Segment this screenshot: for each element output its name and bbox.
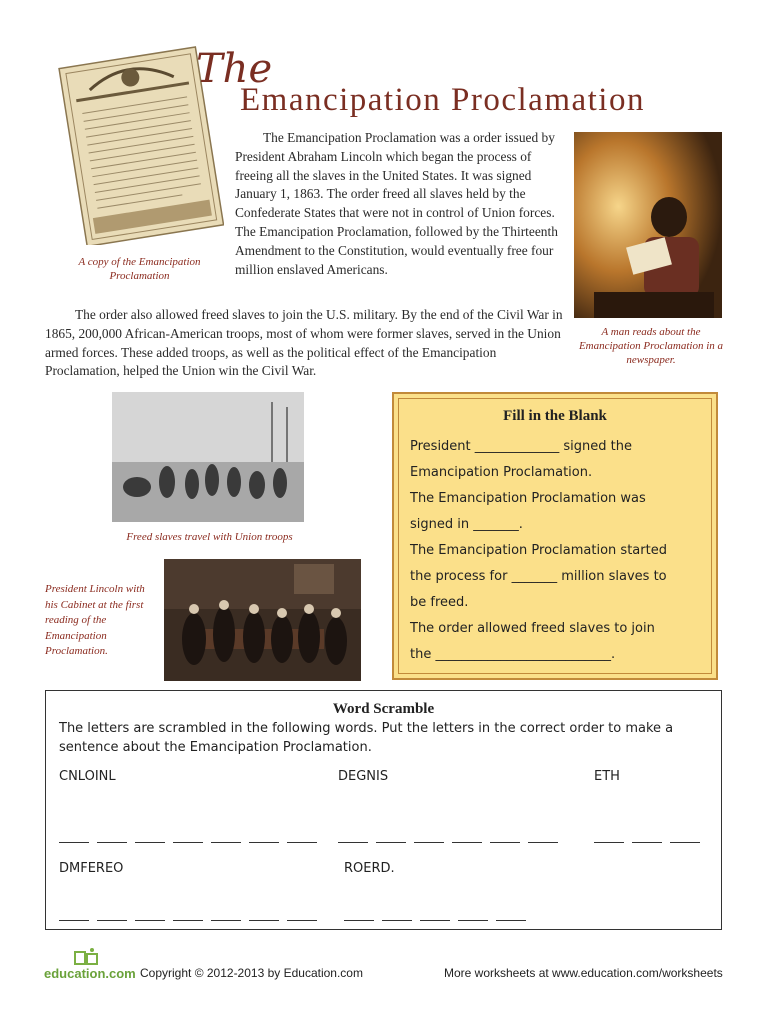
more-worksheets-link[interactable]: More worksheets at www.education.com/worksheets bbox=[444, 966, 723, 980]
logo-icon bbox=[72, 946, 102, 968]
fill-q2-line2: signed in _______. bbox=[410, 517, 523, 532]
fill-q3-line1: The Emancipation Proclamation started bbox=[410, 543, 667, 558]
scramble-word-5: ROERD. bbox=[344, 861, 395, 876]
answer-blanks-word-4[interactable] bbox=[59, 906, 325, 908]
scramble-word-2: DEGNIS bbox=[338, 769, 389, 784]
cabinet-painting bbox=[164, 559, 361, 681]
intro-paragraph: The Emancipation Proclamation was a order issued by President Abraham Lincoln which began the process of freeing all the slaves in the United States. It was signed January 1, 1863. The order freed all slaves held by the Confederate States that were not in control of Union forces. The Emancipation Proclamation, followed by the Thirteenth Amendment to the Constitution, would eventually free four million enslaved Americans. bbox=[235, 130, 558, 277]
answer-blanks-word-1[interactable] bbox=[59, 828, 325, 830]
second-paragraph: The order also allowed freed slaves to join the U.S. military. By the end of the Civil War in 1865, 200,000 African-American troops, most of whom were former slaves, served in the Union armed forces. These added troops, as well as the political effect of the Emancipation Proclamation, helped the Union win the Civil War. bbox=[45, 307, 563, 379]
word-scramble-box bbox=[45, 690, 722, 930]
fill-q4-line2: the ___________________________. bbox=[410, 647, 616, 662]
word-scramble-instructions: The letters are scrambled in the following words. Put the letters in the correct order to make a sentence about the Emancipation Proclamation. bbox=[59, 721, 674, 755]
education-logo[interactable] bbox=[44, 946, 134, 982]
title-the: The bbox=[196, 46, 273, 92]
man-reading-newspaper-image bbox=[574, 132, 722, 318]
caption-troops: Freed slaves travel with Union troops bbox=[126, 531, 293, 543]
fill-q1-line2: Emancipation Proclamation. bbox=[410, 465, 593, 480]
scramble-word-4: DMFEREO bbox=[59, 861, 124, 876]
fill-q2-line1: The Emancipation Proclamation was bbox=[410, 491, 646, 506]
answer-blanks-word-2[interactable] bbox=[338, 828, 566, 830]
lincoln-cabinet-image bbox=[164, 559, 361, 681]
copyright-text: Copyright © 2012-2013 by Education.com bbox=[140, 966, 363, 980]
word-scramble-heading: Word Scramble bbox=[332, 701, 435, 717]
caption-newspaper: A man reads about the Emancipation Proclamation in a newspaper. bbox=[578, 326, 724, 366]
fill-q3-line2: the process for _______ million slaves to bbox=[410, 569, 667, 584]
troops-engraving bbox=[112, 392, 304, 522]
fill-q3-line3: be freed. bbox=[410, 595, 469, 610]
freed-slaves-image bbox=[112, 392, 304, 522]
scramble-word-1: CNLOINL bbox=[59, 769, 116, 784]
fill-q4-line1: The order allowed freed slaves to join bbox=[410, 621, 655, 636]
answer-blanks-word-3[interactable] bbox=[594, 828, 708, 830]
newspaper-painting bbox=[574, 132, 722, 318]
caption-document: A copy of the Emancipation Proclamation bbox=[78, 256, 201, 282]
caption-cabinet: President Lincoln with his Cabinet at the first reading of the Emancipation Proclamation. bbox=[45, 583, 145, 657]
fill-in-heading: Fill in the Blank bbox=[503, 408, 607, 424]
scramble-word-3: ETH bbox=[594, 769, 620, 784]
fill-in-the-blank-box bbox=[392, 392, 718, 680]
page-title: Emancipation Proclamation bbox=[240, 82, 645, 118]
answer-blanks-word-5[interactable] bbox=[344, 906, 534, 908]
fill-q1-line1: President _____________ signed the bbox=[410, 439, 632, 454]
logo-text: education.com bbox=[44, 966, 136, 981]
